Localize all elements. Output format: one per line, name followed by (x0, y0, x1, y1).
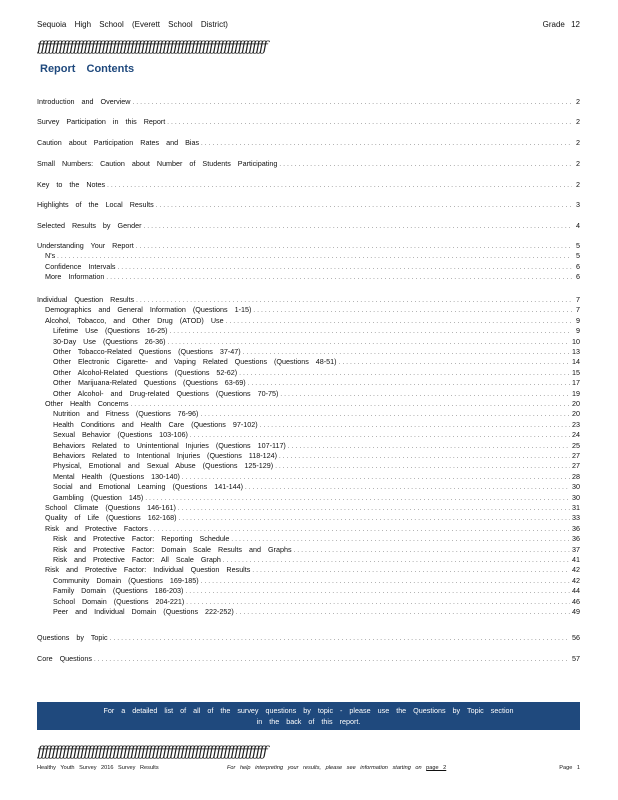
toc-entry-page: 31 (572, 503, 580, 512)
toc-leader-dots (94, 655, 570, 665)
toc-entry-label: Key to the Notes (37, 180, 106, 189)
toc-entry-label: Highlights of the Local Results (37, 200, 154, 209)
toc-entry[interactable] (37, 97, 580, 107)
toc-leader-dots (144, 222, 573, 232)
toc-entry[interactable] (37, 262, 580, 272)
decorative-rule-bottom: ƒƒƒƒƒƒƒƒƒƒƒƒƒƒƒƒƒƒƒƒƒƒƒƒƒƒƒƒƒƒƒƒƒƒƒƒƒƒƒƒƒƒƒƒƒƒƒƒƒƒƒƒƒƒƒƒƒƒƒƒƒƒƒƒ (37, 744, 267, 760)
toc-entry-label: Risk and Protective Factor: Individual Question Results (45, 565, 251, 575)
toc-entry[interactable] (37, 493, 580, 503)
toc-entry-label: Demographics and General Information (Questions 1-15) (45, 305, 252, 315)
toc-entry[interactable] (37, 316, 580, 326)
toc-entry-label: Introduction and Overview (37, 97, 131, 106)
toc-entry-label: Other Alcohol-Related Questions (Questions 52-62) (53, 367, 238, 377)
toc-entry[interactable] (37, 597, 580, 607)
toc-entry-label: Risk and Protective Factor: All Scale Graph (53, 555, 221, 564)
toc-entry[interactable] (37, 524, 580, 534)
toc-entry[interactable] (37, 241, 580, 251)
toc-entry-page: 44 (572, 586, 580, 596)
toc-entry[interactable] (37, 138, 580, 148)
toc-entry[interactable] (37, 430, 580, 440)
toc-entry[interactable] (37, 451, 580, 461)
toc-entry-label: Small Numbers: Caution about Number of Students Participating (37, 159, 278, 168)
toc-entry-label: Quality of Life (Questions 162-168) (45, 513, 177, 523)
toc-entry-label: More Information (45, 272, 105, 282)
toc-entry[interactable] (37, 347, 580, 357)
toc-entry-page: 20 (572, 399, 580, 408)
toc-entry-label: Physical, Emotional and Sexual Abuse (Questions 125-129) (53, 461, 274, 471)
toc-entry-label: Risk and Protective Factor: Reporting Schedule (53, 534, 230, 544)
toc-entry-page: 42 (572, 575, 580, 585)
toc-entry-page: 7 (576, 295, 580, 304)
toc-entry-page: 33 (572, 513, 580, 523)
toc-entry-label: Other Electronic Cigarette- and Vaping Related Questions (Questions 48-51) (53, 357, 337, 367)
toc-entry[interactable] (37, 159, 580, 169)
toc-entry[interactable] (37, 272, 580, 282)
toc-entry-page: 7 (576, 305, 580, 315)
toc-leader-dots (110, 634, 570, 644)
toc-entry-page: 2 (576, 180, 580, 189)
toc-entry-page: 4 (576, 221, 580, 230)
toc-leader-dots (156, 201, 572, 211)
footer-page-number: Page 1 (559, 765, 580, 771)
toc-entry-page: 9 (576, 326, 580, 336)
toc-entry-label: Family Domain (Questions 186-203) (53, 586, 184, 596)
toc-entry-label: Selected Results by Gender (37, 221, 142, 230)
toc-entry-label: Risk and Protective Factor: Domain Scale Results and Graphs (53, 544, 292, 554)
toc-entry[interactable] (37, 357, 580, 367)
toc-entry-label: Survey Participation in this Report (37, 117, 166, 126)
toc-entry-label: Other Tobacco-Related Questions (Questions 37-47) (53, 347, 241, 356)
toc-entry-label: Social and Emotional Learning (Questions 141-144) (53, 482, 244, 492)
toc-entry[interactable] (37, 295, 580, 305)
toc-entry-page: 41 (572, 555, 580, 564)
toc-entry-page: 57 (572, 654, 580, 663)
toc-entry-page: 15 (572, 367, 580, 377)
toc-entry-label: N's (45, 251, 56, 261)
footer-help-text (227, 765, 446, 771)
toc-entry-label: Other Alcohol- and Drug-related Questions (Questions 70-75) (53, 388, 279, 398)
toc-leader-dots (201, 139, 572, 149)
toc-entry-page: 17 (572, 378, 580, 388)
toc-entry-label: Peer and Individual Domain (Questions 222-252) (53, 607, 234, 616)
toc-entry[interactable] (37, 389, 580, 399)
toc-entry[interactable] (37, 399, 580, 409)
toc-entry-label: Mental Health (Questions 130-140) (53, 471, 180, 481)
toc-entry-page: 27 (572, 451, 580, 460)
banner-line-1: For a detailed list of all of the survey questions by topic - please use the Questions by Topic section (103, 706, 514, 715)
toc-entry[interactable] (37, 420, 580, 430)
toc-entry-page: 23 (572, 419, 580, 429)
toc-entry-page: 10 (572, 336, 580, 346)
toc-entry-page: 2 (576, 117, 580, 126)
toc-entry-page: 6 (576, 261, 580, 271)
toc-entry-label: Understanding Your Report (37, 241, 134, 250)
toc-entry[interactable] (37, 534, 580, 544)
toc-entry-label: Health Conditions and Health Care (Questions 97-102) (53, 419, 258, 429)
grade-label: Grade 12 (542, 20, 580, 29)
toc-entry-page: 6 (576, 272, 580, 282)
toc-entry-page: 30 (572, 482, 580, 492)
toc-entry-label: Core Questions (37, 654, 92, 663)
toc-entry[interactable] (37, 221, 580, 231)
toc-entry-label: Risk and Protective Factors (45, 523, 148, 533)
banner-line-2: in the back of this report. (256, 717, 361, 726)
page-footer (37, 765, 580, 777)
toc-entry[interactable] (37, 513, 580, 523)
toc-entry-page: 19 (572, 388, 580, 398)
toc-entry-label: Questions by Topic (37, 633, 108, 642)
toc-entry-label: Nutrition and Fitness (Questions 76-96) (53, 409, 199, 419)
toc-entry-page: 42 (572, 565, 580, 575)
toc-entry-page: 46 (572, 596, 580, 606)
toc-entry[interactable] (37, 461, 580, 471)
toc-entry-label: Other Marijuana-Related Questions (Questions 63-69) (53, 378, 246, 388)
toc-entry-page: 3 (576, 200, 580, 209)
toc-entry-label: Behaviors Related to Intentional Injuries (Questions 118-124) (53, 451, 278, 460)
toc-entry[interactable] (37, 409, 580, 419)
toc-entry-label: School Domain (Questions 204-221) (53, 596, 185, 606)
toc-entry[interactable] (37, 576, 580, 586)
toc-entry-label: School Climate (Questions 146-161) (45, 503, 176, 512)
toc-entry-page: 5 (576, 241, 580, 250)
toc-entry[interactable] (37, 368, 580, 378)
toc-entry-page: 2 (576, 138, 580, 147)
toc-entry-label: Alcohol, Tobacco, and Other Drug (ATOD) Use (45, 315, 224, 325)
toc-entry-label: Community Domain (Questions 169-185) (53, 575, 199, 585)
toc-entry-page: 30 (572, 492, 580, 502)
toc-entry-page: 25 (572, 440, 580, 450)
footer-help-label: For help interpreting your results, please see information starting on (227, 765, 427, 771)
toc-entry-label: Caution about Participation Rates and Bias (37, 138, 200, 147)
toc-leader-dots (106, 273, 572, 283)
toc-entry-page: 36 (572, 523, 580, 533)
toc-entry-page: 56 (572, 633, 580, 642)
toc-entry-label: Other Health Concerns (45, 399, 129, 408)
toc-entry[interactable] (37, 337, 580, 347)
toc-entry-page: 2 (576, 159, 580, 168)
toc-entry[interactable] (37, 654, 580, 664)
toc-leader-dots (279, 160, 572, 170)
toc-entry[interactable] (37, 117, 580, 127)
report-contents-title: Report Contents (40, 63, 135, 75)
toc-entry-page: 13 (572, 347, 580, 356)
toc-entry[interactable] (37, 607, 580, 617)
toc-entry-label: Lifetime Use (Questions 16-25) (53, 326, 168, 336)
footer-survey-name: Healthy Youth Survey 2016 Survey Results (37, 765, 159, 771)
toc-leader-dots (133, 98, 573, 108)
toc-entry-page: 24 (572, 430, 580, 440)
toc-entry[interactable] (37, 441, 580, 451)
toc-entry[interactable] (37, 180, 580, 190)
toc-entry-page: 9 (576, 315, 580, 325)
decorative-rule-top: ƒƒƒƒƒƒƒƒƒƒƒƒƒƒƒƒƒƒƒƒƒƒƒƒƒƒƒƒƒƒƒƒƒƒƒƒƒƒƒƒƒƒƒƒƒƒƒƒƒƒƒƒƒƒƒƒƒƒƒƒƒƒƒƒ (37, 39, 267, 55)
toc-entry[interactable] (37, 305, 580, 315)
toc-entry[interactable] (37, 482, 580, 492)
toc-entry-page: 36 (572, 534, 580, 544)
toc-leader-dots (107, 181, 572, 191)
school-name: Sequoia High School (Everett School District) (37, 20, 228, 29)
toc-leader-dots (167, 118, 572, 128)
toc-entry-page: 5 (576, 251, 580, 261)
toc-entry[interactable] (37, 586, 580, 596)
toc-leader-dots (236, 608, 570, 618)
toc-entry-page: 2 (576, 97, 580, 106)
toc-entry[interactable] (37, 200, 580, 210)
toc-entry[interactable] (37, 565, 580, 575)
toc-entry[interactable] (37, 472, 580, 482)
toc-entry-page: 28 (572, 471, 580, 481)
toc-entry[interactable] (37, 633, 580, 643)
toc-entry-label: Confidence Intervals (45, 261, 116, 271)
toc-entry-label: 30-Day Use (Questions 26-36) (53, 336, 166, 346)
toc-entry-page: 27 (572, 461, 580, 471)
footer-page-link[interactable]: page 2 (426, 765, 447, 771)
page-header (37, 20, 580, 34)
toc-entry-page: 37 (572, 544, 580, 554)
toc-entry-page: 20 (572, 409, 580, 419)
toc-entry-label: Individual Question Results (37, 295, 135, 304)
toc-entry-label: Sexual Behavior (Questions 103-106) (53, 430, 188, 440)
toc-entry-label: Behaviors Related to Unintentional Injuries (Questions 107-117) (53, 440, 286, 450)
toc-entry[interactable] (37, 545, 580, 555)
toc-entry-label: Gambling (Question 145) (53, 492, 144, 502)
toc-entry-page: 49 (572, 607, 580, 616)
toc-entry[interactable] (37, 503, 580, 513)
info-banner (37, 702, 580, 730)
toc-entry[interactable] (37, 555, 580, 565)
toc-entry-page: 14 (572, 357, 580, 367)
toc-entry[interactable] (37, 378, 580, 388)
toc-entry[interactable] (37, 326, 580, 336)
toc-entry[interactable] (37, 251, 580, 261)
